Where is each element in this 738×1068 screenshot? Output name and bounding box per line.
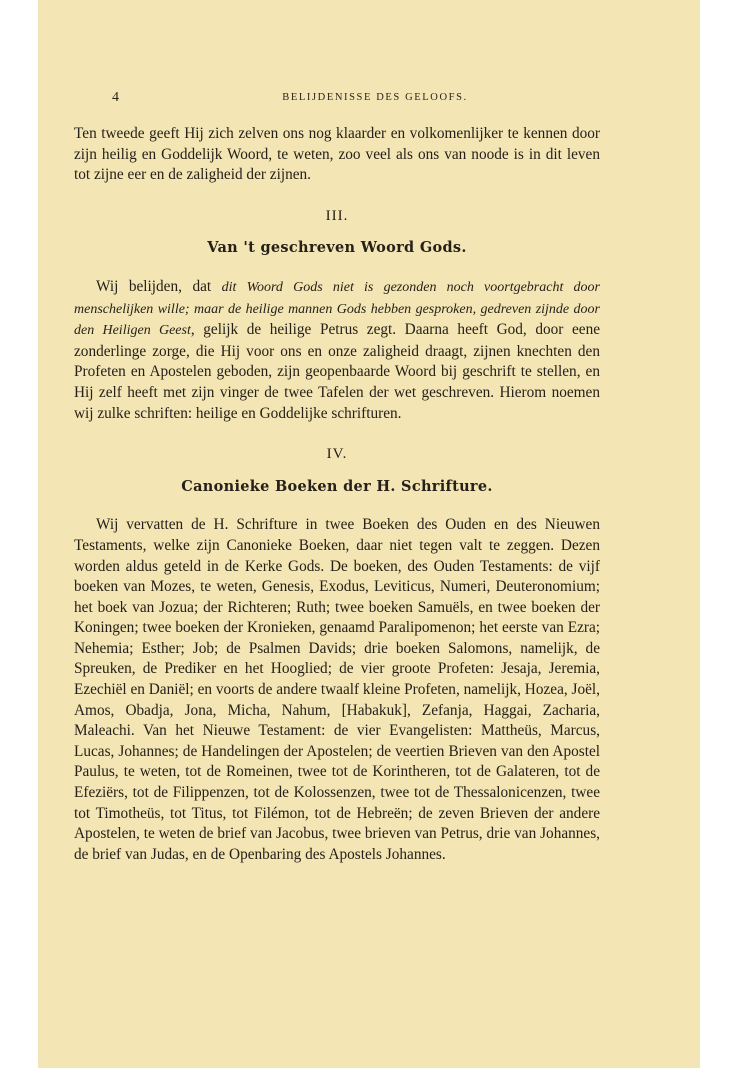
article-4-paragraph: Wij vervatten de H. Schrifture in twee Boeken des Ouden en des Nieuwen Testaments, welke zijn Canonieke Boeken, daar niet tegen valt te zeggen. Dezen worden aldus geteld in de Kerke Gods. De boeken, des Ouden Testaments: de vijf boeken van Mozes, te weten, Genesis, Exodus, Leviticus, Numeri, Deuteronomium; het boek van Jozua; der Richteren; Ruth; twee boeken Samuëls, en twee boeken der Koningen; twee boeken der Kronieken, genaamd Paralipomenon; het eerste van Ezra; Nehemia; Esther; Job; de Psalmen Davids; drie boeken Salomons, namelijk, de Spreuken, de Prediker en het Hooglied; de vier groote Profeten: Jesaja, Jeremia, Ezechiël en Daniël; en voorts de andere twaalf kleine Profeten, namelijk, Hozea, Joël, Amos, Obadja, Jona, Micha, Nahum, [Habakuk], Zefanja, Haggai, Zacharia, Maleachi. Van het Nieuwe Testament: de vier Evangelisten: Mattheüs, Marcus, Lucas, Johannes; de Handelingen der Apostelen; de veertien Brieven van den Apostel Paulus, te weten, tot de Romeinen, twee tot de Korintheren, tot de Galateren, tot de Efeziërs, tot de Filippenzen, tot de Kolossenzen, twee tot de Thessalonicenzen, twee tot Timotheüs, tot Titus, tot Filémon, tot de Hebreën; de zeven Brieven der andere Apostelen, te weten de brief van Jacobus, twee brieven van Petrus, drie van Johannes, de brief van Judas, en de Openbaring des Apostels Johannes. xyxy=(74,516,600,863)
article-3-scripture-quote: dit Woord Gods niet is gezonden noch voortgebracht door menschelijken wille; maar de heilige mannen Gods hebben gesproken, gedreven zijnde door den Heiligen Geest xyxy=(74,279,600,339)
article-3-text-start: Wij belijden, dat xyxy=(96,277,222,295)
article-4-numeral: IV. xyxy=(326,446,348,463)
running-title: BELIJDENISSE DES GELOOFS. xyxy=(282,92,468,103)
article-3-numeral: III. xyxy=(325,207,349,224)
article-3-title: Van 't geschreven Woord Gods. xyxy=(207,239,467,257)
article-3-text-rest: , gelijk de heilige Petrus zegt. Daarna heeft God, door eene zonderlinge zorge, die Hij voor ons en onze zaligheid draagt, zijnen knechten den Profeten en Apostelen geboden, zijn geopenbaarde Woord bij geschrift te stellen, en Hij zelf heeft met zijn vinger de twee Tafelen der wet geschreven. Hierom noemen wij zulke schriften: heilige en Goddelijke schrifturen. xyxy=(74,321,601,422)
page-number: 4 xyxy=(112,90,119,105)
page-header xyxy=(112,90,638,110)
page-body xyxy=(74,124,600,865)
intro-paragraph: Ten tweede geeft Hij zich zelven ons nog klaarder en volkomenlijker te kennen door zijn heilig en Goddelijk Woord, te weten, zoo veel als ons van noode is in dit leven tot zijne eer en de zaligheid der zijnen. xyxy=(74,125,600,184)
article-3-paragraph xyxy=(74,277,600,424)
article-4-title: Canonieke Boeken der H. Schrifture. xyxy=(181,477,493,495)
